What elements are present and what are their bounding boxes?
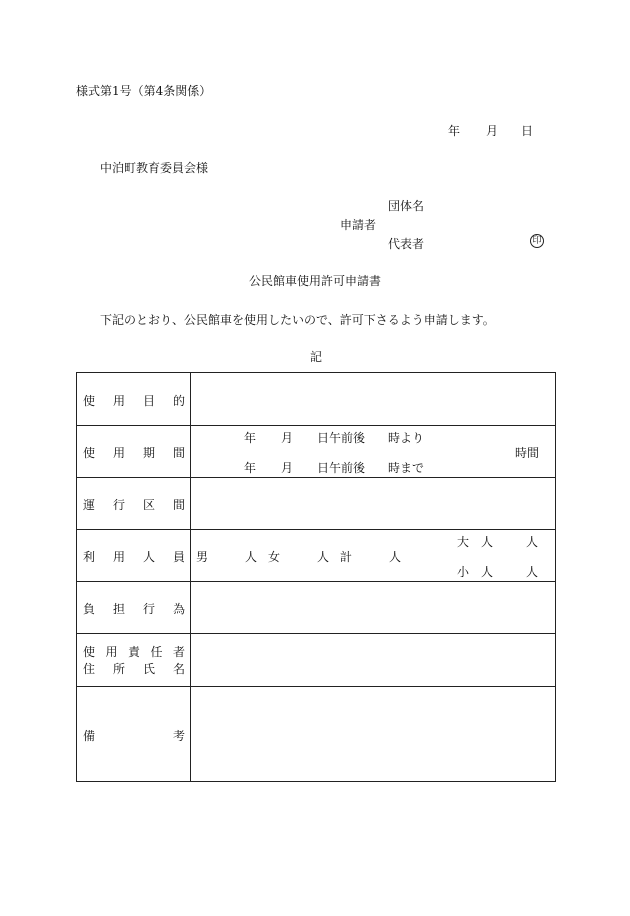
date-day: 日 xyxy=(521,124,534,138)
users-total: 計 xyxy=(340,550,353,564)
users-female: 女 xyxy=(268,550,281,564)
addressee: 中泊町教育委員会様 xyxy=(100,161,209,175)
label-cell xyxy=(77,582,191,633)
period-hours: 時間 xyxy=(515,446,540,460)
users-label: 利 用 人 員 xyxy=(83,550,185,564)
purpose-label: 使 用 目 的 xyxy=(83,394,185,408)
users-adult-unit: 人 xyxy=(526,535,539,549)
date-year: 年 xyxy=(448,124,461,138)
applicant-label: 申請者 xyxy=(340,218,377,232)
representative-label: 代表者 xyxy=(388,237,425,251)
row-purpose xyxy=(77,373,555,426)
row-route xyxy=(77,478,555,530)
users-child: 小 人 xyxy=(457,565,494,579)
row-responsible xyxy=(77,634,555,687)
users-input-cell[interactable] xyxy=(191,530,555,581)
period-end-day: 日午前後 xyxy=(317,461,366,475)
period-end-time: 時まで xyxy=(388,461,425,475)
row-period xyxy=(77,426,555,478)
period-label: 使 用 期 間 xyxy=(83,446,185,460)
burden-input-cell[interactable] xyxy=(191,582,555,633)
row-remarks xyxy=(77,687,555,781)
period-end-month: 月 xyxy=(281,461,294,475)
row-users xyxy=(77,530,555,582)
label-cell xyxy=(77,426,191,477)
body-text: 下記のとおり、公民館車を使用したいので、許可下さるよう申請します。 xyxy=(100,313,495,327)
label-cell xyxy=(77,478,191,529)
period-end-year: 年 xyxy=(244,461,257,475)
period-start-time: 時より xyxy=(388,431,425,445)
period-start-day: 日午前後 xyxy=(317,431,366,445)
seal-mark: 印 xyxy=(530,234,544,248)
document-title: 公民館車使用許可申請書 xyxy=(249,274,382,288)
users-total-unit: 人 xyxy=(389,550,402,564)
responsible-input-cell[interactable] xyxy=(191,634,555,686)
period-start-month: 月 xyxy=(281,431,294,445)
users-adult: 大 人 xyxy=(457,535,494,549)
form-number: 様式第1号（第4条関係） xyxy=(76,84,212,98)
label-cell xyxy=(77,530,191,581)
route-input-cell[interactable] xyxy=(191,478,555,529)
date-month: 月 xyxy=(486,124,499,138)
burden-label: 負 担 行 為 xyxy=(83,602,185,616)
purpose-input-cell[interactable] xyxy=(191,373,555,425)
address-name-label: 住 所 氏 名 xyxy=(83,662,185,676)
users-male: 男 xyxy=(196,550,209,564)
row-burden xyxy=(77,582,555,634)
form-table xyxy=(76,372,556,782)
responsible-label: 使 用 責 任 者 xyxy=(83,645,185,659)
remarks-label: 備 考 xyxy=(83,729,185,743)
route-label: 運 行 区 間 xyxy=(83,498,185,512)
users-female-unit: 人 xyxy=(317,550,330,564)
remarks-input-cell[interactable] xyxy=(191,687,555,781)
period-input-cell[interactable] xyxy=(191,426,555,477)
users-child-unit: 人 xyxy=(526,565,539,579)
period-start-year: 年 xyxy=(244,431,257,445)
label-cell xyxy=(77,373,191,425)
label-cell xyxy=(77,634,191,686)
group-name-label: 団体名 xyxy=(388,199,425,213)
label-cell xyxy=(77,687,191,781)
ki-heading: 記 xyxy=(310,350,323,364)
users-male-unit: 人 xyxy=(245,550,258,564)
